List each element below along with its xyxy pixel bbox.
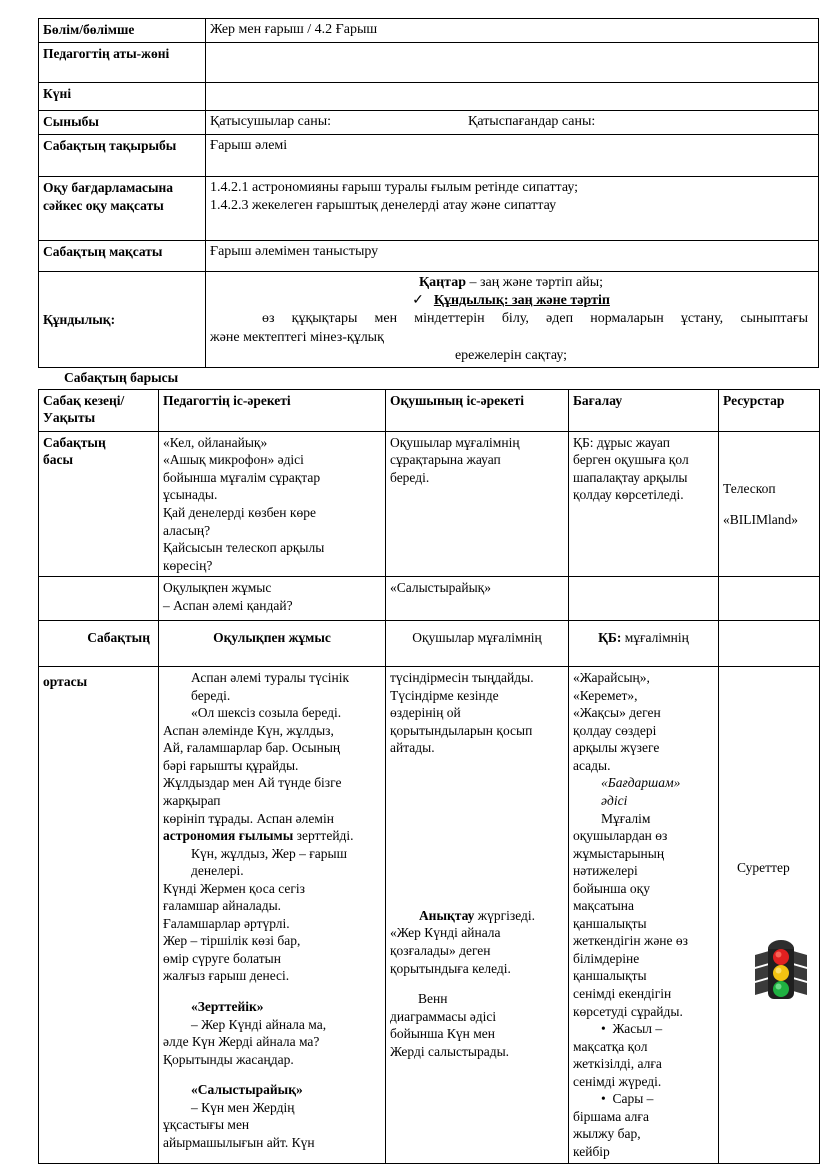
bullet-yellow-l3: кейбір bbox=[573, 1143, 610, 1159]
cell-resources-empty bbox=[719, 577, 820, 621]
teacher-mid-l10-rest: зерттейді. bbox=[293, 828, 354, 844]
row-label-date: Күні bbox=[39, 83, 206, 111]
teacher-start-l7: Қайсысын телескоп арқылы bbox=[163, 540, 325, 556]
teacher-mid-l13: Күнді Жермен қоса сегіз bbox=[163, 880, 305, 896]
resource-pictures-label: Суреттер bbox=[737, 860, 790, 876]
table-row bbox=[39, 431, 820, 576]
teacher-start-l3: бойынша мұғалім сұрақтар bbox=[163, 469, 321, 485]
cell-student-start bbox=[386, 431, 569, 576]
teacher-mid-l16: Жер – тіршілік көзі бар, bbox=[163, 933, 301, 949]
bullet-yellow-l1: біршама алға bbox=[573, 1108, 649, 1124]
assess-mid-l6: асады. bbox=[573, 757, 611, 773]
row-label-values: Құндылық: bbox=[39, 272, 206, 368]
table-row bbox=[39, 272, 819, 368]
teacher-mid-l5: Ай, ғаламшарлар бар. Осының bbox=[163, 740, 341, 756]
lesson-info-table bbox=[38, 18, 819, 368]
student-start-l1: Оқушылар мұғалімнің bbox=[390, 434, 520, 450]
cell-assessment-empty bbox=[569, 577, 719, 621]
curriculum-goal-1: 1.4.2.1 астрономияны ғарыш туралы ғылым ретінде сипаттау; bbox=[210, 180, 579, 195]
row-label-lesson-objective: Сабақтың мақсаты bbox=[39, 241, 206, 272]
teacher-mid-l10 bbox=[163, 827, 381, 845]
student-mid-l4: қорытындыларын қосып bbox=[390, 722, 533, 738]
teacher-mid-l9: көрініп тұрады. Аспан әлемін bbox=[163, 810, 334, 826]
bullet-green-label: Жасыл – bbox=[612, 1021, 663, 1037]
assess-mid-l4: қолдау сөздері bbox=[573, 722, 657, 738]
values-check-text: Құндылық: заң және тәртіп bbox=[433, 293, 610, 309]
bagdarsham-l9: білімдеріне bbox=[573, 950, 640, 966]
cell-student-textbook: «Салыстырайық» bbox=[386, 577, 569, 621]
cell-assessment-start bbox=[569, 431, 719, 576]
table-header-row bbox=[39, 389, 820, 431]
cell-resources-start bbox=[719, 431, 820, 576]
cell-teacher-middle bbox=[159, 667, 386, 1163]
resource-telescope: Телескоп bbox=[723, 480, 776, 496]
teacher-mid-l4: Аспан әлемінде Күн, жұлдыз, bbox=[163, 722, 334, 738]
row-label-lesson-topic: Сабақтың тақырыбы bbox=[39, 135, 206, 177]
cell-resources-middle bbox=[719, 667, 820, 1163]
cell-stage-start bbox=[39, 431, 159, 576]
column-header-resources: Ресурстар bbox=[719, 389, 820, 431]
cell-resources-middle-empty bbox=[719, 621, 820, 667]
bullet-icon: • bbox=[601, 1021, 606, 1037]
teacher-mid-l15: Ғаламшарлар әртүрлі. bbox=[163, 915, 290, 931]
bullet-yellow-l2: жылжу бар, bbox=[573, 1126, 641, 1142]
stage-start-line2: басы bbox=[43, 452, 74, 468]
assess-mid-l5: арқылы жүзеге bbox=[573, 740, 660, 756]
astronomy-term: астрономия ғылымы bbox=[163, 828, 294, 844]
stage-start-line1: Сабақтың bbox=[43, 434, 106, 450]
teacher-mid-l1: Аспан әлемі туралы түсінік bbox=[191, 670, 350, 686]
table-row bbox=[39, 83, 819, 111]
table-row bbox=[39, 667, 820, 1163]
bagdarsham-l6: мақсатына bbox=[573, 898, 634, 914]
teacher-mid-l12: денелері. bbox=[191, 863, 244, 879]
column-header-stage: Сабақ кезеңі/ Уақыты bbox=[39, 389, 159, 431]
resource-bilimland: «BILIMland» bbox=[723, 511, 798, 527]
teacher-start-l5: Қай денелерді көзбен көре bbox=[163, 505, 316, 520]
bagdarsham-l10: қаншалықты bbox=[573, 968, 647, 984]
lesson-flow-caption: Сабақтың барысы bbox=[64, 369, 179, 385]
salystyr-l1: – Күн мен Жердің bbox=[191, 1099, 295, 1115]
table-row bbox=[39, 135, 819, 177]
spacer bbox=[163, 1068, 381, 1081]
bagdarsham-l2: оқушылардан өз bbox=[573, 828, 668, 844]
bagdarsham-l5: бойынша оқу bbox=[573, 880, 650, 896]
curriculum-label-line2: сәйкес оқу мақсаты bbox=[43, 197, 164, 213]
row-value-curriculum-goals bbox=[206, 177, 819, 241]
bullet-yellow-label: Сары – bbox=[612, 1091, 654, 1107]
bagdarsham-l4: нәтижелері bbox=[573, 863, 638, 879]
zerttey-title: «Зерттейік» bbox=[191, 999, 264, 1015]
anyktau-quote-l3: қорытындыға келеді. bbox=[390, 960, 511, 976]
student-start-l2: сұрақтарына жауап bbox=[390, 452, 501, 468]
resources-container bbox=[723, 669, 815, 1160]
spacer bbox=[163, 985, 381, 998]
curriculum-label-line1: Оқу бағдарламасына bbox=[43, 180, 174, 195]
row-value-lesson-topic: Ғарыш әлемі bbox=[206, 135, 819, 177]
teacher-textbook-l2: – Аспан әлемі қандай? bbox=[163, 597, 293, 613]
teacher-start-l2: «Ашық микрофон» әдісі bbox=[163, 452, 304, 468]
teacher-mid-l11: Күн, жұлдыз, Жер – ғарыш bbox=[191, 845, 347, 861]
assess-mid-l1: «Жарайсың», bbox=[573, 670, 650, 686]
salystyr-title: «Салыстырайық» bbox=[191, 1082, 303, 1098]
teacher-mid-l3: «Ол шексіз созыла береді. bbox=[191, 705, 342, 721]
values-desc-line3: ережелерін сақтау; bbox=[454, 347, 568, 363]
assess-mid-l3: «Жақсы» деген bbox=[573, 705, 661, 721]
lesson-stages-table bbox=[38, 389, 820, 1164]
zerttey-l1: – Жер Күнді айнала ма, bbox=[191, 1016, 327, 1032]
cell-student-middle-label: Оқушылар мұғалімнің bbox=[386, 621, 569, 667]
cell-stage-middle: ортасы bbox=[39, 667, 159, 1163]
teacher-start-l4: ұсынады. bbox=[163, 487, 218, 503]
traffic-light-icon bbox=[751, 931, 811, 1008]
row-label-class: Сыныбы bbox=[39, 111, 206, 135]
bagdarsham-l3: жұмыстарының bbox=[573, 845, 665, 861]
salystyr-l2: ұқсастығы мен bbox=[163, 1117, 250, 1133]
venn-l3: бойынша Күн мен bbox=[390, 1026, 496, 1042]
values-desc-line2: және мектептегі мінез-құлық bbox=[210, 329, 384, 345]
cell-stage-empty bbox=[39, 577, 159, 621]
spacer bbox=[723, 498, 815, 511]
student-mid-l1: түсіндірмесін тыңдайды. bbox=[390, 670, 534, 686]
venn-l2: диаграммасы әдісі bbox=[390, 1008, 497, 1024]
bullet-yellow bbox=[573, 1090, 714, 1108]
row-label-section: Бөлім/бөлімше bbox=[39, 19, 206, 43]
zerttey-l3: Қорытынды жасаңдар. bbox=[163, 1051, 294, 1067]
assessment-middle-rest: мұғалімнің bbox=[621, 630, 689, 646]
bagdarsham-l8: жеткендігін және өз bbox=[573, 933, 688, 949]
teacher-mid-l17: өмір сүруге болатын bbox=[163, 950, 281, 966]
salystyr-l3: айырмашылығын айт. Күн bbox=[163, 1134, 315, 1150]
teacher-textbook-l1: Оқулықпен жұмыс bbox=[163, 580, 272, 596]
student-start-l3: береді. bbox=[390, 469, 430, 485]
assessment-start-l3: шапалақтау арқылы bbox=[573, 469, 688, 485]
bagdarsham-l7: қаншалықты bbox=[573, 915, 647, 931]
column-header-student-activity: Оқушының іс-әрекеті bbox=[386, 389, 569, 431]
cell-student-middle bbox=[386, 667, 569, 1163]
bullet-green-l1: мақсатқа қол bbox=[573, 1038, 648, 1054]
teacher-mid-l6: бәрі ғарышты құрайды. bbox=[163, 757, 299, 773]
column-header-teacher-activity: Педагогтің іс-әрекеті bbox=[159, 389, 386, 431]
table-row bbox=[39, 241, 819, 272]
bagdarsham-method-word: әдісі bbox=[601, 793, 628, 809]
table-row bbox=[39, 111, 819, 135]
cell-stage-middle-label: Сабақтың bbox=[39, 621, 159, 667]
curriculum-goal-2: 1.4.2.3 жекелеген ғарыштық денелерді атау және сипаттау bbox=[210, 198, 557, 214]
bagdarsham-l12: көрсетуді сұрайды. bbox=[573, 1003, 683, 1019]
teacher-mid-l2: береді. bbox=[191, 687, 231, 703]
bagdarsham-l11: сенімді екендігін bbox=[573, 986, 672, 1002]
assessment-start-l1: ҚБ: дұрыс жауап bbox=[573, 434, 670, 450]
teacher-start-l8: көресің? bbox=[163, 557, 213, 573]
cell-teacher-start bbox=[159, 431, 386, 576]
cell-assessment-middle-label bbox=[569, 621, 719, 667]
values-desc-line1: өз құқықтары мен міндеттерін білу, әдеп нормаларын ұстану, сыныптағы bbox=[262, 311, 808, 327]
table-row bbox=[39, 43, 819, 83]
row-label-teacher-name: Педагогтің аты-жөні bbox=[39, 43, 206, 83]
teacher-mid-l14: ғаламшар айналады. bbox=[163, 898, 282, 914]
venn-l4: Жерді салыстырады. bbox=[390, 1043, 510, 1059]
column-header-assessment: Бағалау bbox=[569, 389, 719, 431]
teacher-mid-l18: жалғыз ғарыш денесі. bbox=[163, 968, 290, 984]
values-month-rest: – заң және тәртіп айы; bbox=[466, 275, 604, 290]
anyktau-quote-l1: «Жер Күнді айнала bbox=[390, 925, 501, 941]
row-label-curriculum-goals bbox=[39, 177, 206, 241]
student-mid-l5: айтады. bbox=[390, 740, 435, 756]
values-check-line bbox=[210, 292, 812, 310]
table-row bbox=[39, 621, 820, 667]
cell-teacher-middle-label: Оқулықпен жұмыс bbox=[159, 621, 386, 667]
spacer bbox=[390, 757, 564, 907]
row-value-values bbox=[206, 272, 819, 368]
assessment-abbr: ҚБ: bbox=[598, 630, 622, 646]
table-row bbox=[39, 577, 820, 621]
teacher-start-l6: аласың? bbox=[163, 522, 211, 538]
bullet-green bbox=[573, 1020, 714, 1038]
row-value-teacher-name[interactable] bbox=[206, 43, 819, 83]
bullet-icon: • bbox=[601, 1091, 606, 1107]
anyktau-quote-l2: қозғалады» деген bbox=[390, 943, 491, 959]
check-icon: ✓ bbox=[412, 293, 424, 309]
bagdarsham-l1: Мұғалім bbox=[601, 810, 651, 826]
row-value-section: Жер мен ғарыш / 4.2 Ғарыш bbox=[206, 19, 819, 43]
venn-l1: Венн bbox=[418, 991, 448, 1007]
values-month-bold: Қаңтар bbox=[418, 275, 467, 290]
anyktau-rest: жүргізеді. bbox=[474, 907, 536, 923]
zerttey-l2: әлде Күн Жерді айнала ма? bbox=[163, 1034, 320, 1050]
absent-count-label: Қатыспағандар саны: bbox=[468, 114, 596, 129]
bullet-green-l2: жеткізілді, алға bbox=[573, 1056, 662, 1072]
cell-assessment-middle bbox=[569, 667, 719, 1163]
bullet-green-l3: сенімді жүреді. bbox=[573, 1073, 662, 1089]
student-mid-l2: Түсіндірме кезінде bbox=[390, 687, 499, 703]
anyktau-term: Анықтау bbox=[418, 907, 475, 923]
teacher-mid-l8: жарқырап bbox=[163, 793, 221, 809]
row-value-lesson-objective: Ғарыш әлемімен таныстыру bbox=[206, 241, 819, 272]
cell-teacher-textbook bbox=[159, 577, 386, 621]
lesson-plan-page bbox=[38, 18, 819, 1164]
participants-count-label: Қатысушылар саны: bbox=[210, 114, 332, 129]
values-month-line bbox=[210, 274, 812, 292]
assessment-start-l4: қолдау көрсетіледі. bbox=[573, 487, 684, 503]
assess-mid-l2: «Керемет», bbox=[573, 687, 638, 703]
student-mid-l3: өздерінің ой bbox=[390, 705, 461, 721]
row-value-class bbox=[206, 111, 819, 135]
assessment-start-l2: берген оқушыға қол bbox=[573, 452, 689, 468]
spacer bbox=[390, 977, 564, 990]
anyktau-line bbox=[390, 907, 564, 925]
bagdarsham-title: «Бағдаршам» bbox=[601, 775, 681, 791]
table-row bbox=[39, 19, 819, 43]
table-row bbox=[39, 177, 819, 241]
teacher-start-l1: «Кел, ойланайық» bbox=[163, 434, 268, 450]
teacher-mid-l7: Жұлдыздар мен Ай түнде бізге bbox=[163, 775, 342, 791]
row-value-date[interactable] bbox=[206, 83, 819, 111]
